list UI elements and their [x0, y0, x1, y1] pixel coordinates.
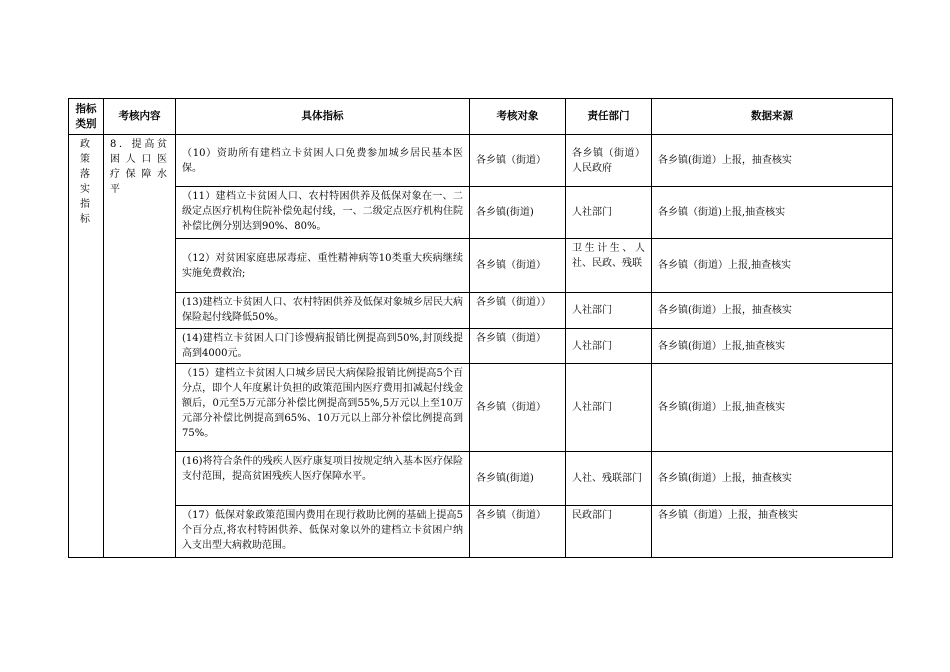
- target-cell: 各乡镇（街道）: [470, 364, 566, 452]
- header-indicator: 具体指标: [176, 99, 470, 135]
- dept-cell: 人社部门: [566, 187, 652, 239]
- indicator-cell: （12）对贫困家庭患尿毒症、重性精神病等10类重大疾病继续实施免费救治;: [176, 239, 470, 293]
- target-cell: 各乡镇（街道）: [470, 135, 566, 187]
- indicator-cell: (13)建档立卡贫困人口、农村特困供养及低保对象城乡居民大病保险起付线降低50%。: [176, 293, 470, 329]
- header-dept: 责任部门: [566, 99, 652, 135]
- table-row: [69, 364, 893, 452]
- source-cell: 各乡镇（街道）上报,抽查核实: [652, 239, 893, 293]
- table-row: [69, 293, 893, 329]
- target-cell: 各乡镇（街道）: [470, 506, 566, 558]
- source-cell: 各乡镇（街道)上报,抽查核实: [652, 187, 893, 239]
- target-cell: 各乡镇(街道): [470, 452, 566, 506]
- dept-cell: 卫生计生、人社、民政、残联: [566, 239, 652, 293]
- table-row: [69, 329, 893, 364]
- indicator-cell: （10）资助所有建档立卡贫困人口免费参加城乡居民基本医保。: [176, 135, 470, 187]
- content-cell: 8．提高贫困人口医疗保障水平: [104, 135, 176, 558]
- dept-cell: 人社部门: [566, 364, 652, 452]
- source-cell: 各乡镇(街道）上报，抽查核实: [652, 452, 893, 506]
- header-source: 数据来源: [652, 99, 893, 135]
- header-row: [69, 99, 893, 135]
- indicator-cell: (14)建档立卡贫困人口门诊慢病报销比例提高到50%,封顶线提高到4000元。: [176, 329, 470, 364]
- header-target: 考核对象: [470, 99, 566, 135]
- dept-cell: 人社、残联部门: [566, 452, 652, 506]
- table-row: [69, 135, 893, 187]
- target-cell: 各乡镇（街道））: [470, 293, 566, 329]
- indicator-table: [68, 98, 893, 558]
- dept-cell: 各乡镇（街道）人民政府: [566, 135, 652, 187]
- source-cell: 各乡镇(街道）上报,抽查核实: [652, 364, 893, 452]
- target-cell: 各乡镇（街道）: [470, 329, 566, 364]
- indicator-cell: （11）建档立卡贫困人口、农村特困供养及低保对象在一、二级定点医疗机构住院补偿免起付线，一、二级定点医疗机构住院补偿比例分别达到90%、80%。: [176, 187, 470, 239]
- target-cell: 各乡镇(街道): [470, 187, 566, 239]
- table-row: [69, 187, 893, 239]
- source-cell: 各乡镇(街道）上报,抽查核实: [652, 329, 893, 364]
- category-cell: 政策落实指标: [69, 135, 104, 558]
- table-row: [69, 452, 893, 506]
- source-cell: 各乡镇(街道）上报，抽查核实: [652, 293, 893, 329]
- table-row: [69, 239, 893, 293]
- indicator-cell: (16)将符合条件的残疾人医疗康复项目按规定纳入基本医疗保险支付范围，提高贫困残疾人医疗保障水平。: [176, 452, 470, 506]
- source-cell: 各乡镇(街道）上报，抽查核实: [652, 135, 893, 187]
- indicator-cell: （17）低保对象政策范围内费用在现行救助比例的基础上提高5个百分点,将农村特困供养、低保对象以外的建档立卡贫困户纳入支出型大病救助范围。: [176, 506, 470, 558]
- dept-cell: 民政部门: [566, 506, 652, 558]
- dept-cell: 人社部门: [566, 329, 652, 364]
- source-cell: 各乡镇（街道）上报，抽查核实: [652, 506, 893, 558]
- indicator-cell: （15）建档立卡贫困人口城乡居民大病保险报销比例提高5个百分点，即个人年度累计负担的政策范围内医疗费用扣减起付线金额后，0元至5万元部分补偿比例提高到55%,5万元以上至10万元部分补偿比例提高到65%、10万元以上部分补偿比例提高到75%。: [176, 364, 470, 452]
- header-content: 考核内容: [104, 99, 176, 135]
- dept-cell: 人社部门: [566, 293, 652, 329]
- target-cell: 各乡镇（街道）: [470, 239, 566, 293]
- table-row: [69, 506, 893, 558]
- header-category: 指标类别: [69, 99, 104, 135]
